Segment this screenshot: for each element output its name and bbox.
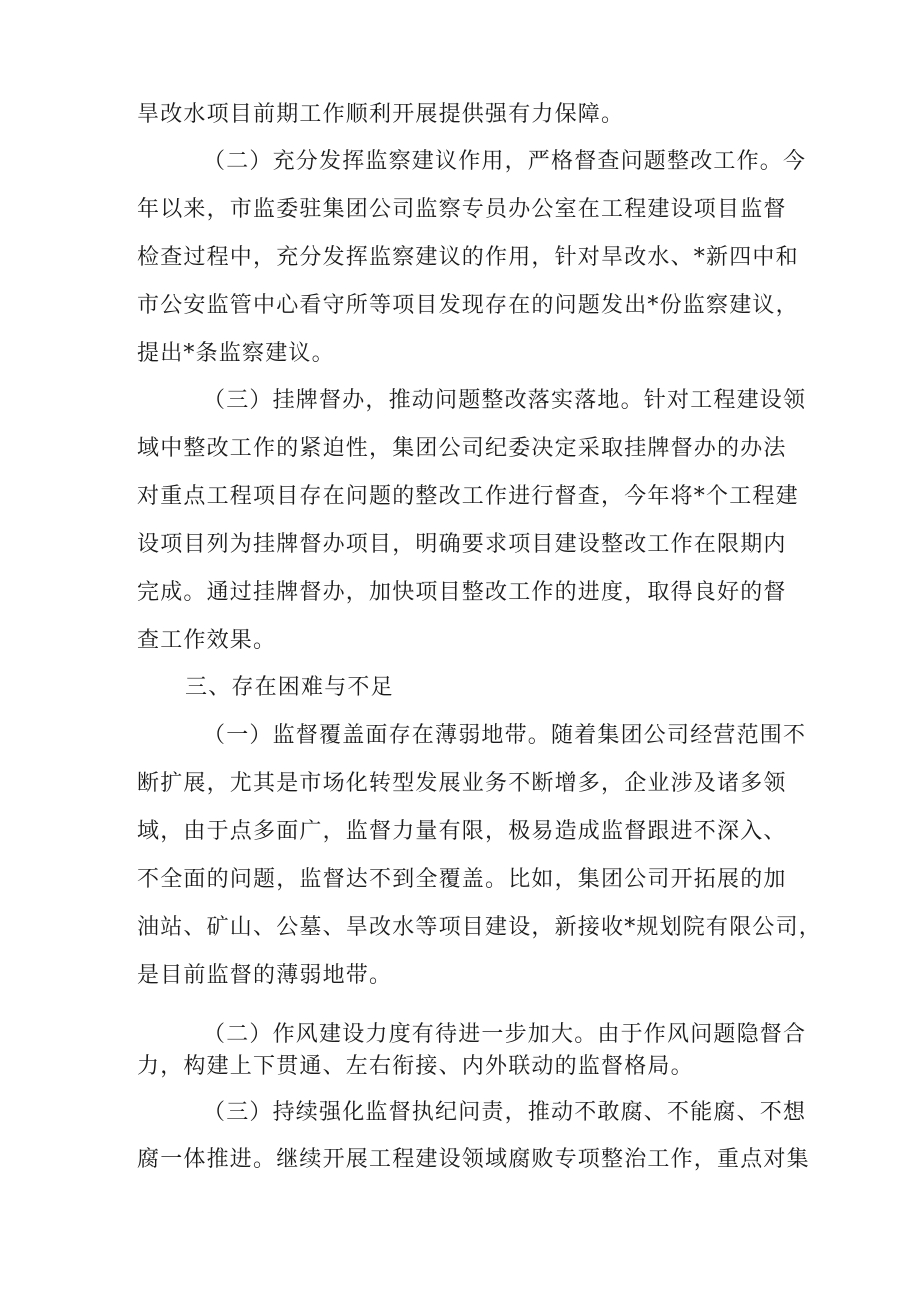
text-line: 断扩展，尤其是市场化转型发展业务不断增多，企业涉及诸多领 <box>137 771 787 796</box>
text-line: 对重点工程项目存在问题的整改工作进行督查，今年将*个工程建 <box>137 484 799 509</box>
text-line: 是目前监督的薄弱地带。 <box>137 963 393 988</box>
text-line: 域中整改工作的紧迫性，集团公司纪委决定采取挂牌督办的办法 <box>137 436 787 461</box>
paragraph-heading-line: （三）挂牌督办，推动问题整改落实落地。针对工程建设领 <box>203 388 807 413</box>
text-line: 完成。通过挂牌督办，加快项目整改工作的进度，取得良好的督 <box>137 580 787 605</box>
paragraph-heading-line: （三）持续强化监督执纪问责，推动不敢腐、不能腐、不想 <box>203 1100 807 1125</box>
text-line: 提出*条监察建议。 <box>137 341 335 366</box>
text-line: 腐一体推进。继续开展工程建设领域腐败专项整治工作，重点对集 <box>137 1147 810 1172</box>
paragraph-heading-line: （二）作风建设力度有待进一步加大。由于作风问题隐督合 <box>203 1022 807 1047</box>
section-heading: 三、存在困难与不足 <box>185 675 394 700</box>
text-line: 域，由于点多面广，监督力量有限，极易造成监督跟进不深入、 <box>137 819 787 844</box>
paragraph-heading-line: （一）监督覆盖面存在薄弱地带。随着集团公司经营范围不 <box>203 723 807 748</box>
text-line: 查工作效果。 <box>137 628 277 653</box>
text-line: 油站、矿山、公墓、旱改水等项目建设，新接收*规划院有限公司， <box>137 915 823 940</box>
paragraph-heading-line: （二）充分发挥监察建议作用，严格督查问题整改工作。今 <box>203 149 807 174</box>
text-line: 市公安监管中心看守所等项目发现存在的问题发出*份监察建议， <box>137 293 799 318</box>
text-line: 旱改水项目前期工作顺利开展提供强有力保障。 <box>137 102 625 127</box>
text-line: 设项目列为挂牌督办项目，明确要求项目建设整改工作在限期内 <box>137 532 787 557</box>
text-line: 年以来，市监委驻集团公司监察专员办公室在工程建设项目监督 <box>137 197 787 222</box>
text-line: 不全面的问题，监督达不到全覆盖。比如，集团公司开拓展的加 <box>137 867 787 892</box>
text-line: 检查过程中，充分发挥监察建议的作用，针对旱改水、*新四中和 <box>137 245 799 270</box>
text-line: 力，构建上下贯通、左右衔接、内外联动的监督格局。 <box>137 1054 694 1079</box>
